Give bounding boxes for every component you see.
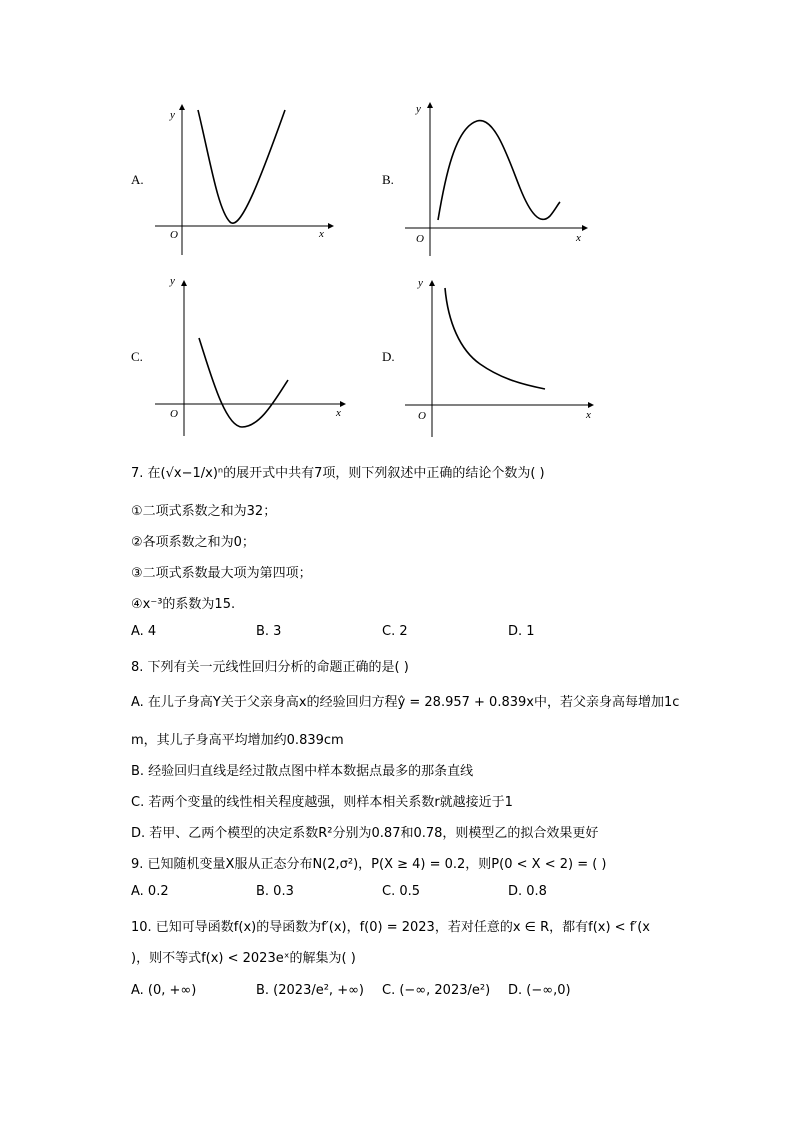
axis-x-label: x [319, 228, 324, 240]
axis-x-label: x [336, 407, 341, 419]
option-d-label: D. [382, 349, 395, 364]
q9-option-d[interactable]: D. 0.8 [508, 884, 547, 899]
axis-x-label: x [576, 232, 581, 244]
q7-stem: 7. 在(√x−1/x)ⁿ的展开式中共有7项，则下列叙述中正确的结论个数为( ) [131, 466, 545, 481]
q7-option-d[interactable]: D. 1 [508, 624, 535, 639]
axis-y-label: y [418, 277, 423, 289]
q7-statement-3: ③二项式系数最大项为第四项； [131, 566, 312, 581]
origin-label: O [170, 408, 178, 420]
q7-option-c[interactable]: C. 2 [382, 624, 408, 639]
q8-option-a-line2: m，其儿子身高平均增加约0.839cm [131, 733, 344, 748]
axis-x-label: x [586, 409, 591, 421]
axis-y-label: y [416, 103, 421, 115]
q10-option-a[interactable]: A. (0, +∞) [131, 983, 197, 998]
q7-option-a[interactable]: A. 4 [131, 624, 157, 639]
q10-option-b[interactable]: B. (2023/e², +∞) [256, 983, 364, 998]
q7-statement-1: ①二项式系数之和为32； [131, 504, 277, 519]
q8-option-d[interactable]: D. 若甲、乙两个模型的决定系数R²分别为0.87和0.78，则模型乙的拟合效果更好 [131, 826, 599, 841]
graph-b [400, 98, 595, 258]
graph-a [150, 100, 340, 260]
q9-option-a[interactable]: A. 0.2 [131, 884, 169, 899]
q10-stem-line1: 10. 已知可导函数f(x)的导函数为f′(x)，f(0) = 2023，若对任意的x ∈ R，都有f(x) < f′(x [131, 920, 650, 935]
graph-d [400, 272, 600, 442]
q9-stem: 9. 已知随机变量X服从正态分布N(2,σ²)，P(X ≥ 4) = 0.2，则P(0 < X < 2) = ( ) [131, 857, 607, 872]
option-c-label: C. [131, 349, 143, 364]
q7-statement-4: ④x⁻³的系数为15. [131, 597, 236, 612]
q10-stem-line2: )，则不等式f(x) < 2023eˣ的解集为( ) [131, 951, 356, 966]
q7-statement-2: ②各项系数之和为0； [131, 535, 255, 550]
option-a-label: A. [131, 172, 144, 187]
origin-label: O [170, 229, 178, 241]
origin-label: O [416, 233, 424, 245]
q9-option-c[interactable]: C. 0.5 [382, 884, 421, 899]
q7-option-b[interactable]: B. 3 [256, 624, 282, 639]
graph-c [150, 272, 350, 442]
origin-label: O [418, 410, 426, 422]
axis-y-label: y [170, 275, 175, 287]
q10-option-c[interactable]: C. (−∞, 2023/e²) [382, 983, 491, 998]
q8-option-a-line1[interactable]: A. 在儿子身高Y关于父亲身高x的经验回归方程ŷ = 28.957 + 0.839x中，若父亲身高每增加1c [131, 695, 680, 710]
axis-y-label: y [170, 109, 175, 121]
q8-option-c[interactable]: C. 若两个变量的线性相关程度越强，则样本相关系数r就越接近于1 [131, 795, 513, 810]
q9-option-b[interactable]: B. 0.3 [256, 884, 294, 899]
q10-option-d[interactable]: D. (−∞,0) [508, 983, 571, 998]
q8-option-b[interactable]: B. 经验回归直线是经过散点图中样本数据点最多的那条直线 [131, 764, 474, 779]
q8-stem: 8. 下列有关一元线性回归分析的命题正确的是( ) [131, 660, 409, 675]
option-b-label: B. [382, 172, 394, 187]
